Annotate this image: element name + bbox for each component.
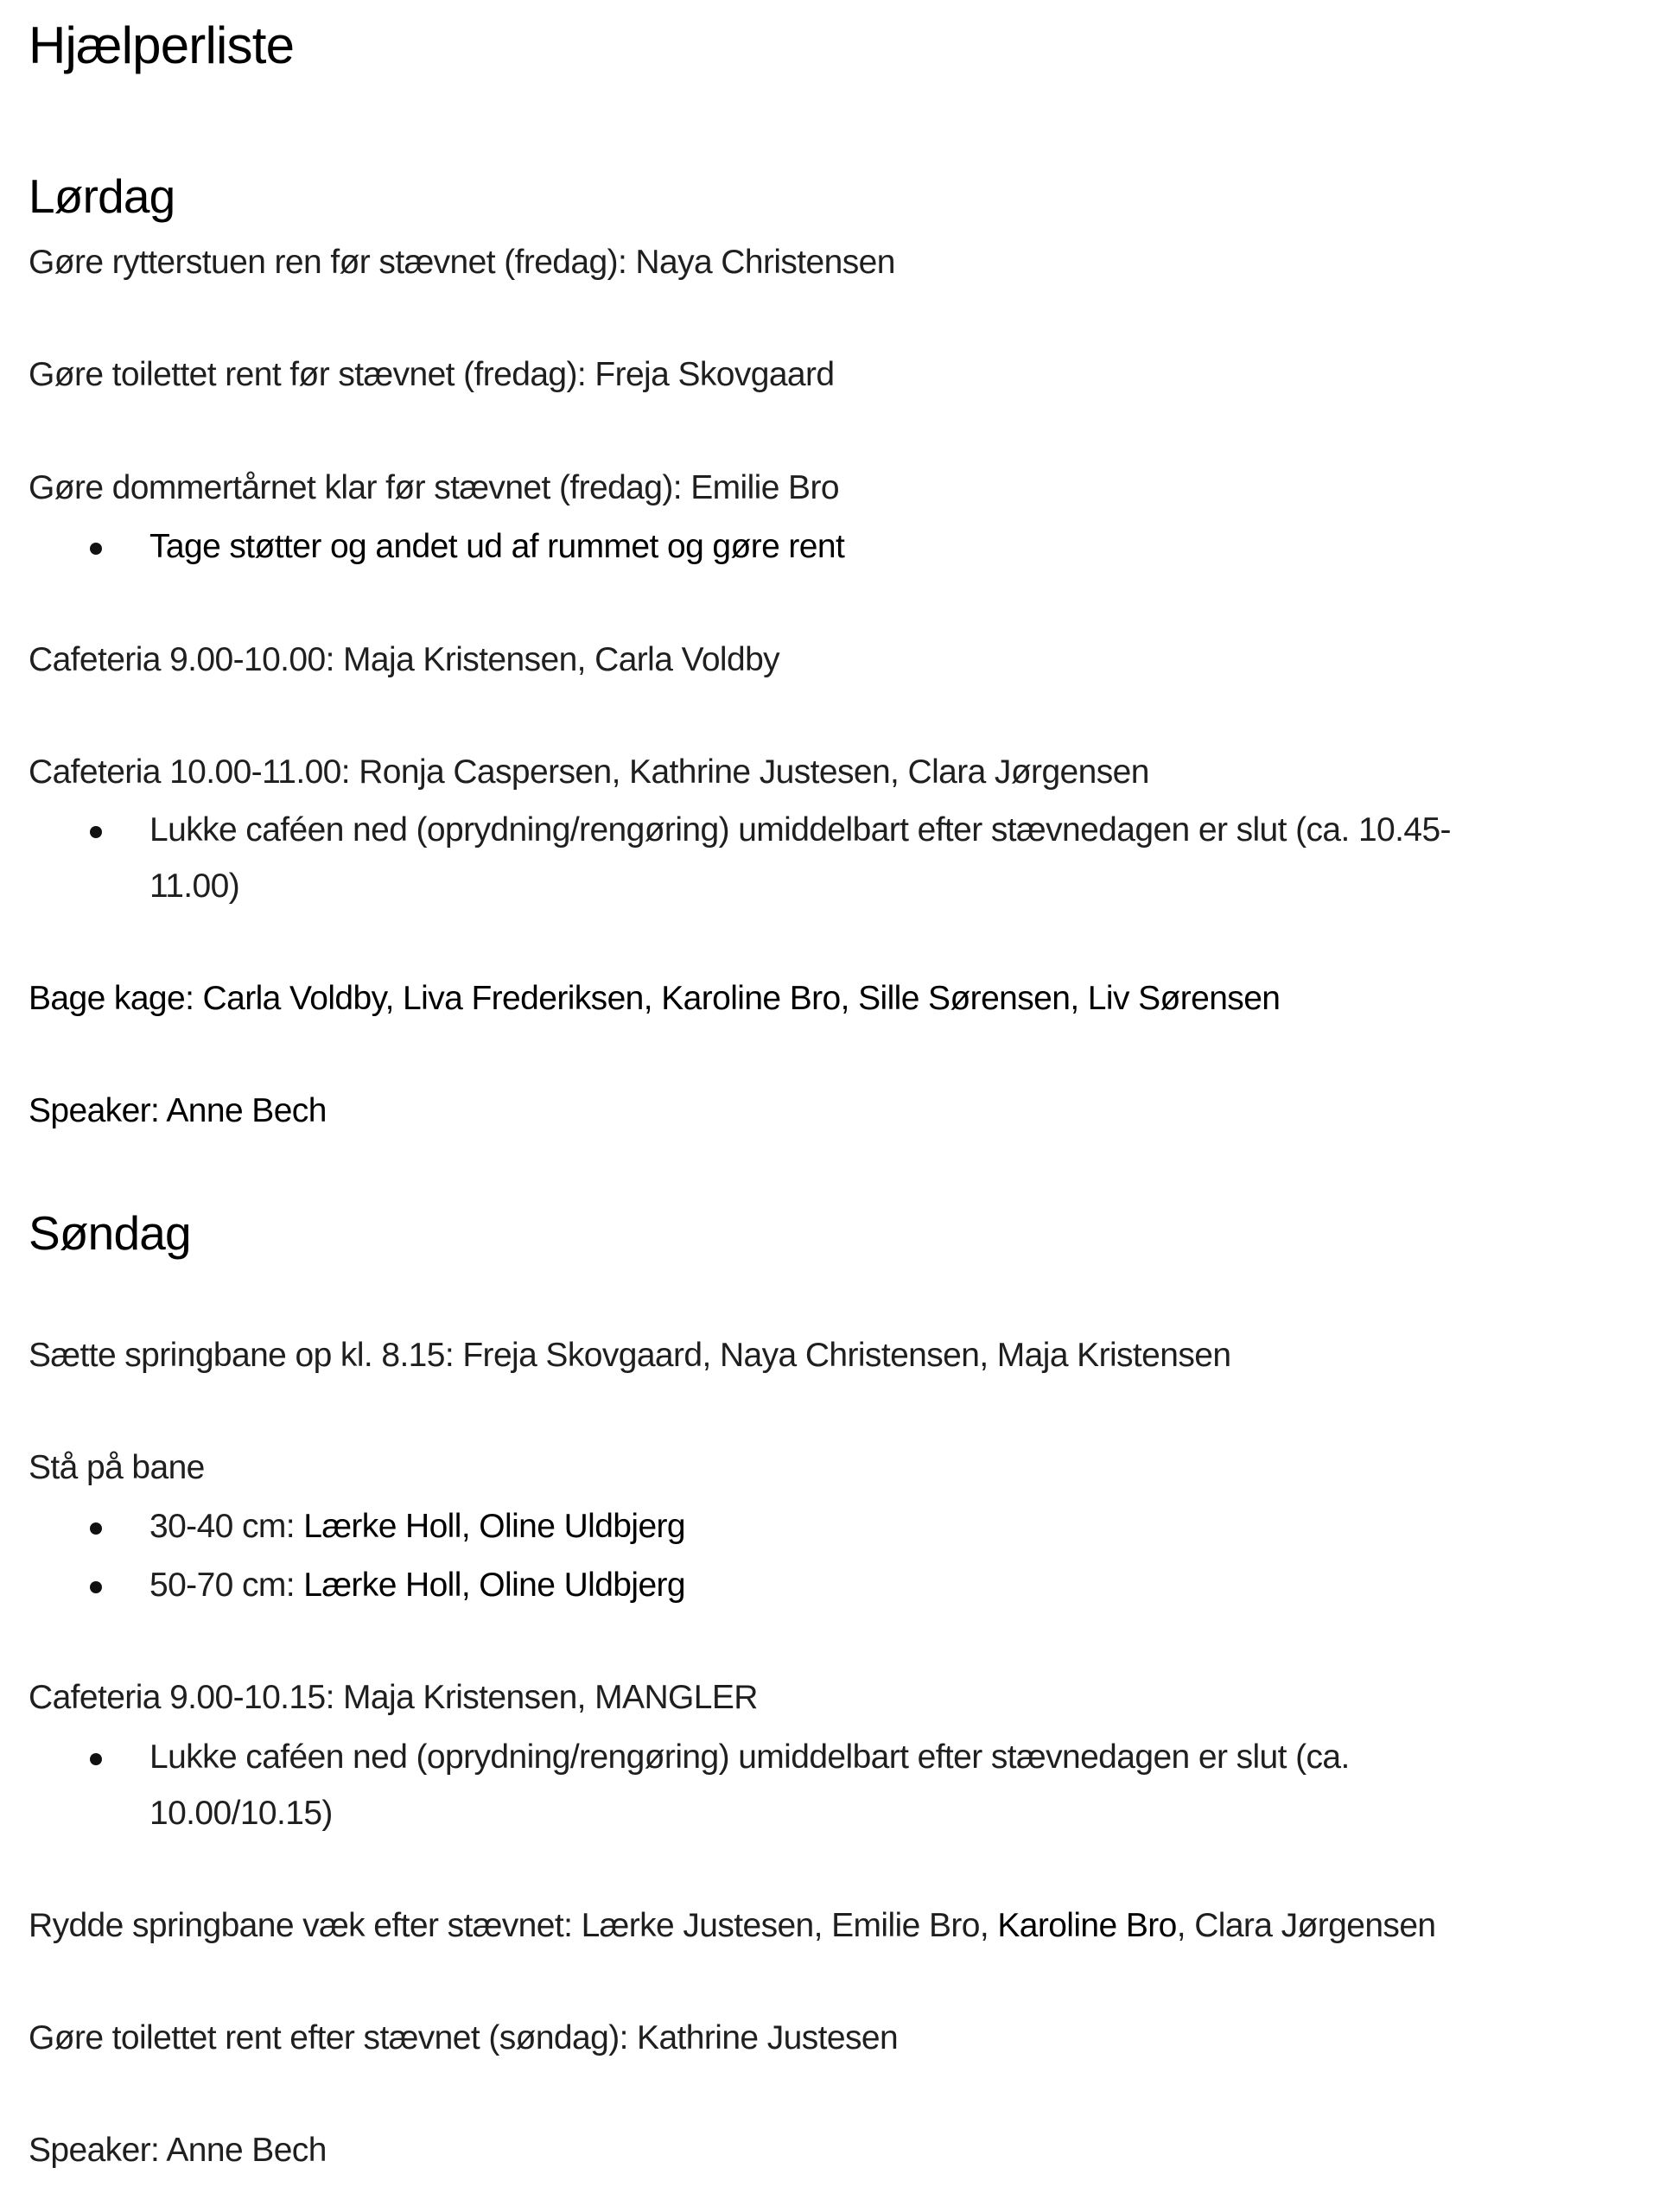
- course-label: 30-40 cm:: [149, 1508, 304, 1545]
- task-line: Cafeteria 9.00-10.15: Maja Kristensen, MANGLER: [29, 1679, 758, 1716]
- bullet-icon: [90, 1522, 102, 1535]
- task-line: [29, 1907, 1436, 1945]
- task-line: Sætte springbane op kl. 8.15: Freja Skovgaard, Naya Christensen, Maja Kristensen: [29, 1337, 1231, 1374]
- task-note-continued: 11.00): [149, 868, 240, 905]
- cleanup-text: Rydde springbane væk efter stævnet: Lærke Justesen, Emilie Bro,: [29, 1907, 998, 1944]
- course-label: 50-70 cm:: [149, 1567, 304, 1604]
- task-line: Gøre toilettet rent efter stævnet (søndag): Kathrine Justesen: [29, 2019, 899, 2056]
- task-line: Cafeteria 10.00-11.00: Ronja Caspersen, Kathrine Justesen, Clara Jørgensen: [29, 753, 1149, 791]
- heading-saturday: Lørdag: [29, 169, 175, 223]
- page-title: Hjælperliste: [29, 16, 295, 74]
- bullet-icon: [90, 1753, 102, 1765]
- task-line: Bage kage: Carla Voldby, Liva Frederiksen, Karoline Bro, Sille Sørensen, Liv Sørensen: [29, 980, 1281, 1017]
- task-line: Gøre toilettet rent før stævnet (fredag): Freja Skovgaard: [29, 356, 835, 393]
- course-names: Lærke Holl, Oline Uldbjerg: [303, 1508, 686, 1545]
- bullet-icon: [90, 826, 102, 838]
- cleanup-text: , Clara Jørgensen: [1176, 1907, 1436, 1944]
- course-item: [149, 1567, 685, 1605]
- task-note-continued: 10.00/10.15): [149, 1795, 333, 1832]
- course-item: [149, 1508, 685, 1546]
- course-names: Lærke Holl, Oline Uldbjerg: [303, 1567, 686, 1604]
- bullet-icon: [90, 1581, 102, 1593]
- heading-sunday: Søndag: [29, 1206, 191, 1260]
- task-line: Gøre rytterstuen ren før stævnet (fredag): Naya Christensen: [29, 244, 895, 281]
- task-line: Speaker: Anne Bech: [29, 1092, 327, 1129]
- cleanup-name: Karoline Bro: [997, 1907, 1177, 1944]
- task-note: Lukke caféen ned (oprydning/rengøring) umiddelbart efter stævnedagen er slut (ca. 10.45-: [149, 811, 1451, 849]
- task-line: Gøre dommertårnet klar før stævnet (fredag): Emilie Bro: [29, 469, 839, 506]
- task-line: Cafeteria 9.00-10.00: Maja Kristensen, Carla Voldby: [29, 641, 780, 678]
- task-line: Stå på bane: [29, 1449, 205, 1486]
- bullet-icon: [90, 543, 102, 555]
- task-line: Speaker: Anne Bech: [29, 2132, 327, 2169]
- task-note: Lukke caféen ned (oprydning/rengøring) umiddelbart efter stævnedagen er slut (ca.: [149, 1738, 1350, 1776]
- task-note: Tage støtter og andet ud af rummet og gøre rent: [149, 528, 845, 565]
